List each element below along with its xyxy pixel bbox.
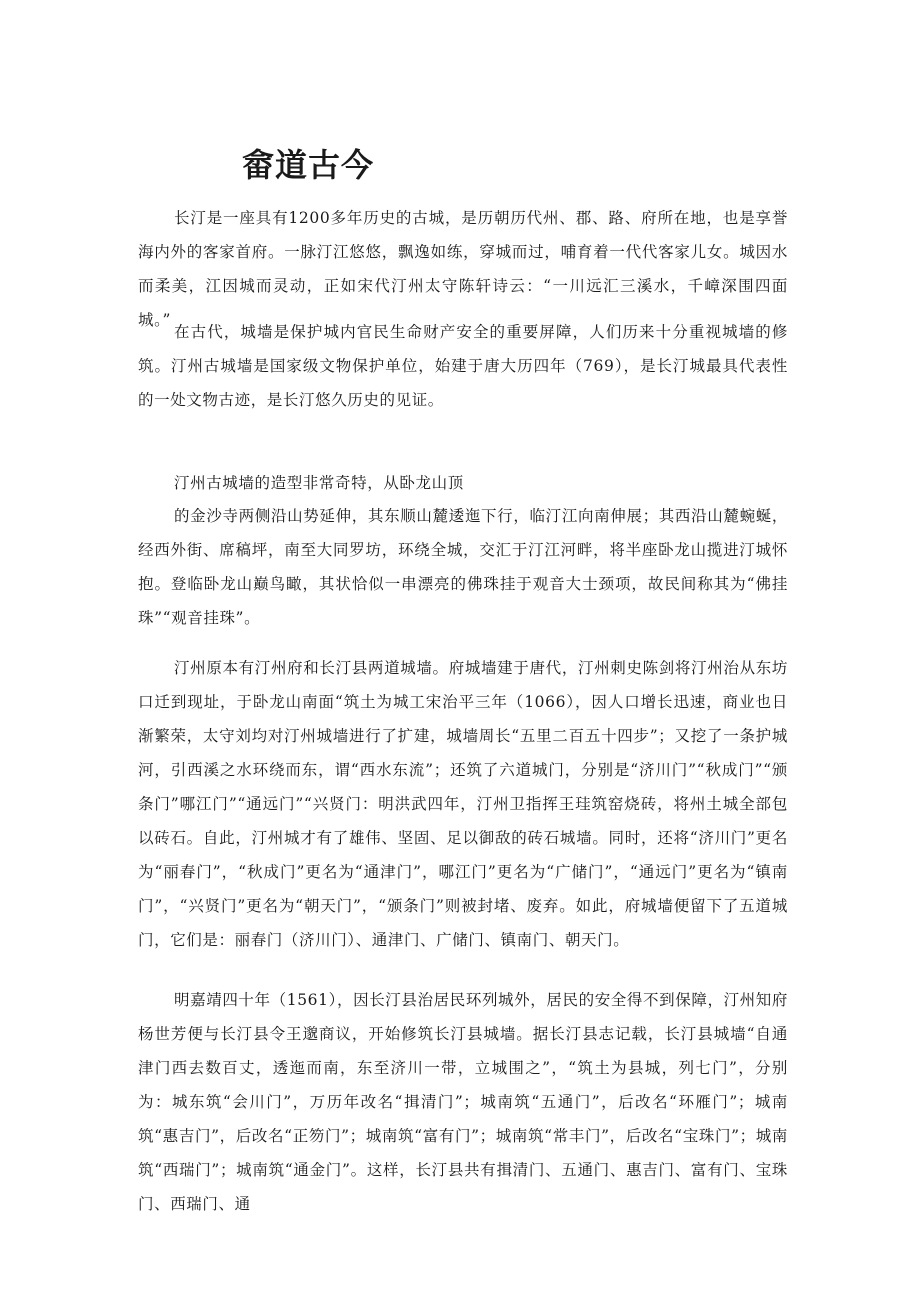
page-title: 畲道古今 <box>242 146 375 184</box>
paragraph-prefecture-wall: 汀州原本有汀州府和长汀县两道城墙。府城墙建于唐代，汀州刺史陈剑将汀州治从东坊口迁到现址，于卧龙山南面“筑土为城工宋治平三年（1066），因人口增长迅速，商业也日渐繁荣，太守刘均对汀州城墙进行了扩建，城墙周长“五里二百五十四步”；又挖了一条护城河，引西溪之水环绕而东，谓“西水东流”；还筑了六道城门，分别是“济川门”“秋成门”“颁条门”哪江门”“通远门”“兴贤门：明洪武四年，汀州卫指挥王珪筑窑烧砖，将州土城全部包以砖石。自此，汀州城才有了雄伟、坚固、足以御敌的砖石城墙。同时，还将“济川门”更名为“丽春门”，“秋成门”更名为“通津门”，哪江门”更名为“广储门”，“通远门”更名为“镇南门”，“兴贤门”更名为“朝天门”，“颁条门”则被封堵、废弃。如此，府城墙便留下了五道城门，它们是：丽春门（济川门）、通津门、广储门、镇南门、朝天门。 <box>138 659 788 949</box>
paragraph-county-wall: 明嘉靖四十年（1561），因长汀县治居民环列城外，居民的安全得不到保障，汀州知府杨世芳便与长汀县令王邈商议，开始修筑长汀县城墙。据长汀县志记载，长汀县城墙“自通津门西去数百丈，透迤而南，东至济川一带，立城围之”，“筑土为县城，列七门”，分别为：城东筑“会川门”，万历年改名“揖清门”；城南筑“五通门”，后改名“环雁门”；城南筑“惠吉门”，后改名“正笏门”；城南筑“富有门”；城南筑“常丰门”，后改名“宝珠门”；城南筑“西瑞门”；城南筑“通金门”。这样，长汀县共有揖清门、五通门、惠吉门、富有门、宝珠门、西瑞门、通 <box>138 991 788 1213</box>
paragraph-city-wall: 在古代，城墙是保护城内官民生命财产安全的重要屏障，人们历来十分重视城墙的修筑。汀州古城墙是国家级文物保护单位，始建于唐大历四年（769），是长汀城最具代表性的一处文物古迹，是长汀悠久历史的见证。 <box>138 323 788 409</box>
paragraph-shape-heading: 汀州古城墙的造型非常奇特，从卧龙山顶 <box>174 474 464 492</box>
paragraph-shape: 的金沙寺两侧沿山势延伸，其东顺山麓逶迤下行，临汀江向南伸展；其西沿山麓蜿蜒，经西外街、席稿坪，南至大同罗坊，环绕全城，交汇于汀江河畔，将半座卧龙山揽进汀城怀抱。登临卧龙山巅鸟瞰，其状恰似一串漂亮的佛珠挂于观音大士颈项，故民间称其为“佛挂珠”“观音挂珠”。 <box>138 507 788 627</box>
paragraph-intro: 长汀是一座具有1200多年历史的古城，是历朝历代州、郡、路、府所在地，也是享誉海内外的客家首府。一脉汀江悠悠，飘逸如练，穿城而过，哺育着一代代客家儿女。城因水而柔美，江因城而灵动，正如宋代汀州太守陈轩诗云：“一川远汇三溪水，千嶂深围四面城。” <box>138 209 788 329</box>
